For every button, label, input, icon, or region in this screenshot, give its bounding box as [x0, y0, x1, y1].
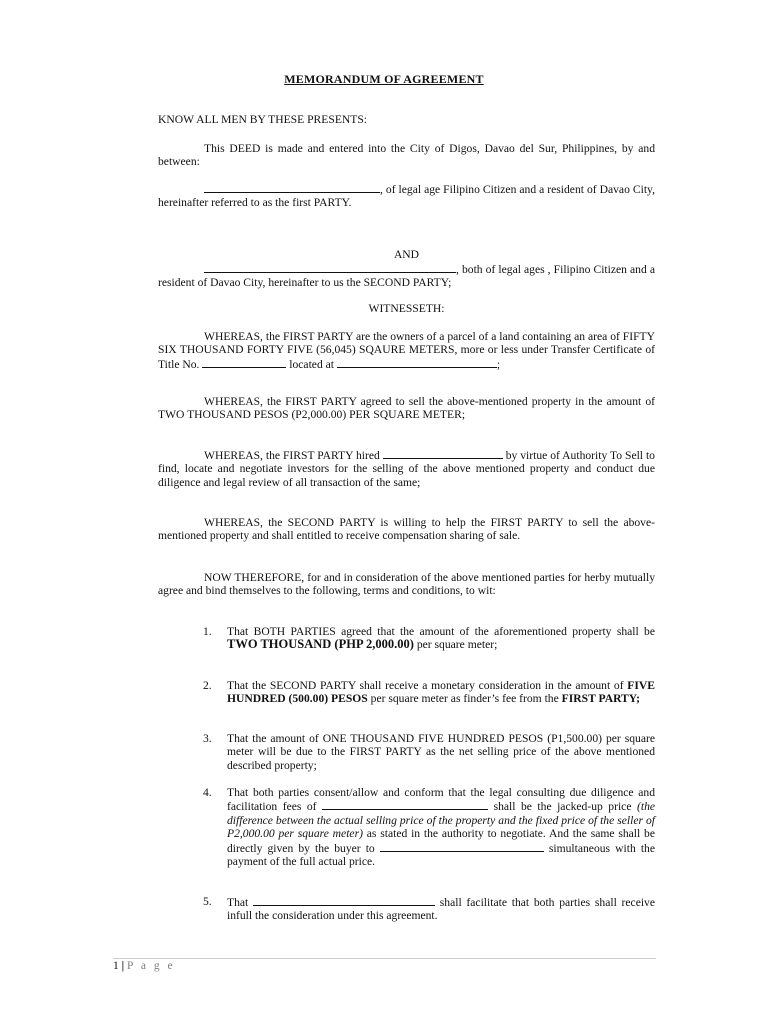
- second-party-text: , both of legal ages , Filipino Citizen and a resident of Davao City, hereinafter to us the SECOND PARTY;: [158, 263, 655, 290]
- and-heading: AND: [393, 248, 420, 261]
- witnesseth-heading: WITNESSETH:: [368, 302, 445, 315]
- second-party-name-blank[interactable]: [204, 262, 456, 273]
- whereas-3-text-a: WHEREAS, the FIRST PARTY hired: [204, 449, 380, 462]
- second-party-paragraph: [158, 262, 655, 290]
- page-label: P a g e: [127, 960, 176, 972]
- list-item-4: That both parties consent/allow and conform that the legal consulting due diligence and facilitation fees of shall be the jacked-up price (the difference between the actual selling price of the property and the fixed price of the seller of P2,000.00 per square meter) as stated in the authority to negotiate. And the same shall be directly given by the buyer to simultaneous with the payment of the full actual price.: [227, 786, 656, 869]
- whereas-paragraph-4: WHEREAS, the SECOND PARTY is willing to help the FIRST PARTY to sell the above-mentioned property and shall entitled to receive compensation sharing of sale.: [158, 516, 655, 543]
- list-item-3-number: 3.: [203, 732, 212, 745]
- location-blank[interactable]: [337, 357, 497, 368]
- document-title: MEMORANDUM OF AGREEMENT: [284, 72, 484, 86]
- whereas-1-text: WHEREAS, the FIRST PARTY are the owners of a parcel of a land containing an area of FIFTY SIX THOUSAND FORTY FIVE (56,045) SQAURE METERS, more or less under Transfer Certificate of Title No.: [158, 330, 655, 371]
- list-item-1: That BOTH PARTIES agreed that the amount of the aforementioned property shall be TWO THOUSAND (PHP 2,000.00) per square meter;: [227, 625, 655, 652]
- list-item-2: That the SECOND PARTY shall receive a monetary consideration in the amount of FIVE HUNDRED (500.00) PESOS per square meter as finder’s fee from the FIRST PARTY;: [227, 679, 655, 706]
- whereas-paragraph-1: WHEREAS, the FIRST PARTY are the owners of a parcel of a land containing an area of FIFTY SIX THOUSAND FORTY FIVE (56,045) SQAURE METERS, more or less under Transfer Certificate of Title No. located at ;: [158, 330, 655, 371]
- list-item-3: That the amount of ONE THOUSAND FIVE HUNDRED PESOS (P1,500.00) per square meter will be due to the FIRST PARTY as the net selling price of the above mentioned described property;: [227, 732, 655, 772]
- know-all-heading: KNOW ALL MEN BY THESE PRESENTS:: [158, 113, 368, 126]
- now-therefore-paragraph: NOW THEREFORE, for and in consideration of the above mentioned parties for herby mutually agree and bind themselves to the following, terms and conditions, to wit:: [158, 571, 655, 598]
- agent-name-blank[interactable]: [383, 448, 503, 459]
- whereas-paragraph-3: [158, 448, 655, 489]
- first-party-paragraph: [158, 182, 655, 210]
- list-item-5-number: 5.: [203, 895, 212, 908]
- list-item-1-number: 1.: [203, 625, 212, 638]
- fees-blank[interactable]: [322, 799, 488, 810]
- title-number-blank[interactable]: [202, 357, 286, 368]
- footer-separator: |: [121, 960, 125, 972]
- list-item-2-number: 2.: [203, 679, 212, 692]
- facilitator-blank[interactable]: [253, 895, 435, 906]
- list-item-4-number: 4.: [203, 786, 212, 799]
- page-number: 1: [113, 960, 119, 972]
- intro-paragraph: This DEED is made and entered into the City of Digos, Davao del Sur, Philippines, by and between:: [158, 142, 655, 169]
- footer-divider: [113, 958, 656, 959]
- whereas-3-text-b: by virtue of Authority To Sell to find, locate and negotiate investors for the selling of the above mentioned property and conduct due diligence and legal review of all transaction of the same;: [158, 449, 655, 489]
- list-item-5: That shall facilitate that both parties shall receive infull the consideration under this agreement.: [227, 896, 655, 923]
- whereas-1-location-label: located at: [289, 357, 335, 371]
- whereas-paragraph-2: WHEREAS, the FIRST PARTY agreed to sell the above-mentioned property in the amount of TWO THOUSAND PESOS (P2,000.00) PER SQUARE METER;: [158, 395, 655, 422]
- recipient-blank[interactable]: [380, 841, 544, 852]
- page-footer: [113, 960, 175, 972]
- first-party-name-blank[interactable]: [204, 182, 380, 193]
- first-party-text: , of legal age Filipino Citizen and a resident of Davao City, hereinafter referred to as the first PARTY.: [158, 183, 655, 210]
